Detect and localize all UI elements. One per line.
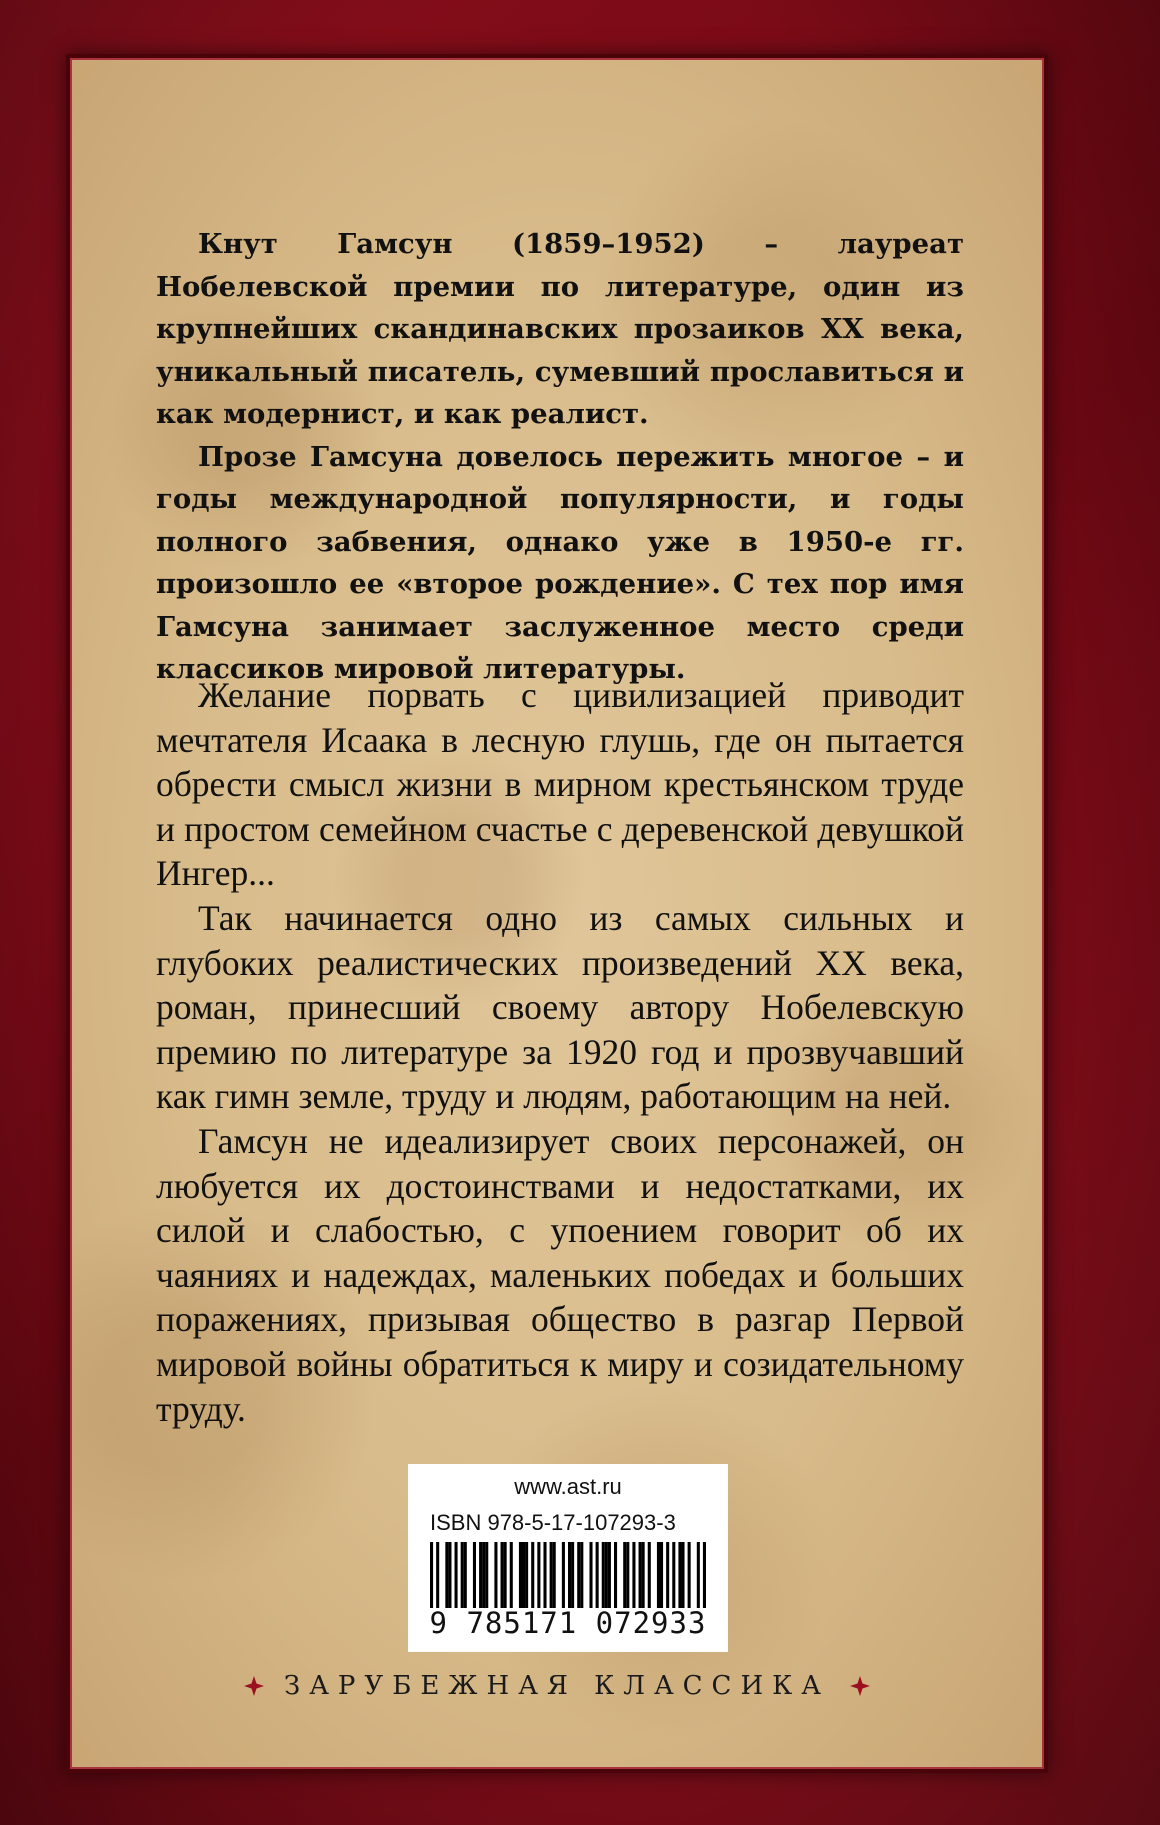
- author-bio-paragraph: Кнут Гамсун (1859–1952) – лауреат Нобелевской премии по литературе, один из крупнейших скандинавских прозаиков XX века, уникальный писатель, сумевший прославиться и как модернист, и как реалист.: [156, 228, 964, 430]
- barcode-bar: [602, 1542, 605, 1608]
- annotation-paragraph: Желание порвать с цивилизацией приводит мечтателя Исаака в лесную глушь, где он пытается обрести смысл жизни в мирном крестьянском труде и простом семейном счастье с деревенской девушкой Ингер...: [156, 675, 964, 894]
- four-point-star-icon: [244, 1676, 264, 1696]
- barcode-bar: [681, 1542, 684, 1608]
- barcode-bar: [571, 1542, 574, 1608]
- barcode-bar: [608, 1542, 611, 1608]
- book-annotation: [156, 673, 964, 1431]
- barcode-bar: [580, 1542, 583, 1608]
- barcode-bar: [605, 1542, 608, 1608]
- barcode-bar: [596, 1542, 599, 1608]
- isbn-number: ISBN 978-5-17-107293-3: [430, 1510, 676, 1535]
- barcode-bar: [537, 1542, 540, 1608]
- annotation-paragraph: Гамсун не идеализирует своих персонажей, он любуется их достоинствами и недостатками, их силой и слабостью, с упоением говорит об их чаяниях и надеждах, маленьких победах и больших поражениях, призывая общество в разгар Первой мировой войны обратиться к миру и созидательному труду.: [156, 1120, 964, 1429]
- barcode-bar: [531, 1542, 534, 1608]
- barcode-digits: 9 785171 072933: [429, 1606, 707, 1640]
- isbn-barcode-box: [408, 1464, 728, 1652]
- barcode-bar: [688, 1542, 691, 1608]
- author-bio-paragraph: Прозе Гамсуна довелось пережить многое – и годы международной популярности, и годы полного забвения, однако уже в 1950-е гг. произошло ее «второе рождение». С тех пор имя Гамсуна занимает заслуженное место среди классиков мировой литературы.: [156, 440, 964, 685]
- barcode-bar: [445, 1542, 448, 1608]
- barcode-bar: [672, 1542, 675, 1608]
- barcode-bar: [632, 1542, 635, 1608]
- barcode-bar: [550, 1542, 553, 1608]
- barcode-bar: [464, 1542, 467, 1608]
- barcode-bar: [479, 1542, 482, 1608]
- series-title: ЗАРУБЕЖНАЯ КЛАССИКА: [284, 1671, 830, 1701]
- barcode-bar: [568, 1542, 571, 1608]
- barcode-bar: [562, 1542, 565, 1608]
- parchment-panel: [66, 54, 1048, 1773]
- barcode-bar: [501, 1542, 504, 1608]
- barcode-bar: [642, 1542, 645, 1608]
- publisher-website: www.ast.ru: [514, 1474, 622, 1499]
- barcode-bar: [461, 1542, 464, 1608]
- four-point-star-icon: [850, 1676, 870, 1696]
- barcode-bar: [648, 1542, 651, 1608]
- author-bio: [156, 223, 964, 691]
- barcode-bar: [473, 1542, 476, 1608]
- barcode-bar: [510, 1542, 513, 1608]
- barcode-image: [430, 1542, 706, 1608]
- barcode-bar: [589, 1542, 592, 1608]
- barcode-bar: [657, 1542, 660, 1608]
- barcode-bar: [448, 1542, 451, 1608]
- barcode-bar: [639, 1542, 642, 1608]
- barcode-bar: [522, 1542, 525, 1608]
- barcode-bar: [623, 1542, 626, 1608]
- barcode-bar: [678, 1542, 681, 1608]
- barcode-bar: [430, 1542, 433, 1608]
- barcode-bar: [519, 1542, 522, 1608]
- barcode-bar: [436, 1542, 439, 1608]
- barcode-bar: [494, 1542, 497, 1608]
- barcode-bar: [504, 1542, 507, 1608]
- barcode-bar: [614, 1542, 617, 1608]
- series-banner: [70, 1671, 1044, 1701]
- barcode-bar: [577, 1542, 580, 1608]
- barcode-bar: [485, 1542, 488, 1608]
- barcode-bar: [482, 1542, 485, 1608]
- annotation-paragraph: Так начинается одно из самых сильных и глубоких реалистических произведений XX века, роман, принесший своему автору Нобелевскую премию по литературе за 1920 год и прозвучавший как гимн земле, труду и людям, работающим на ней.: [156, 897, 964, 1117]
- barcode-bar: [626, 1542, 629, 1608]
- barcode-bar: [703, 1542, 706, 1608]
- barcode-bar: [525, 1542, 528, 1608]
- barcode-bar: [455, 1542, 458, 1608]
- barcode-bar: [660, 1542, 663, 1608]
- barcode-bar: [697, 1542, 700, 1608]
- barcode-bar: [553, 1542, 556, 1608]
- barcode-bar: [666, 1542, 669, 1608]
- barcode-bar: [543, 1542, 546, 1608]
